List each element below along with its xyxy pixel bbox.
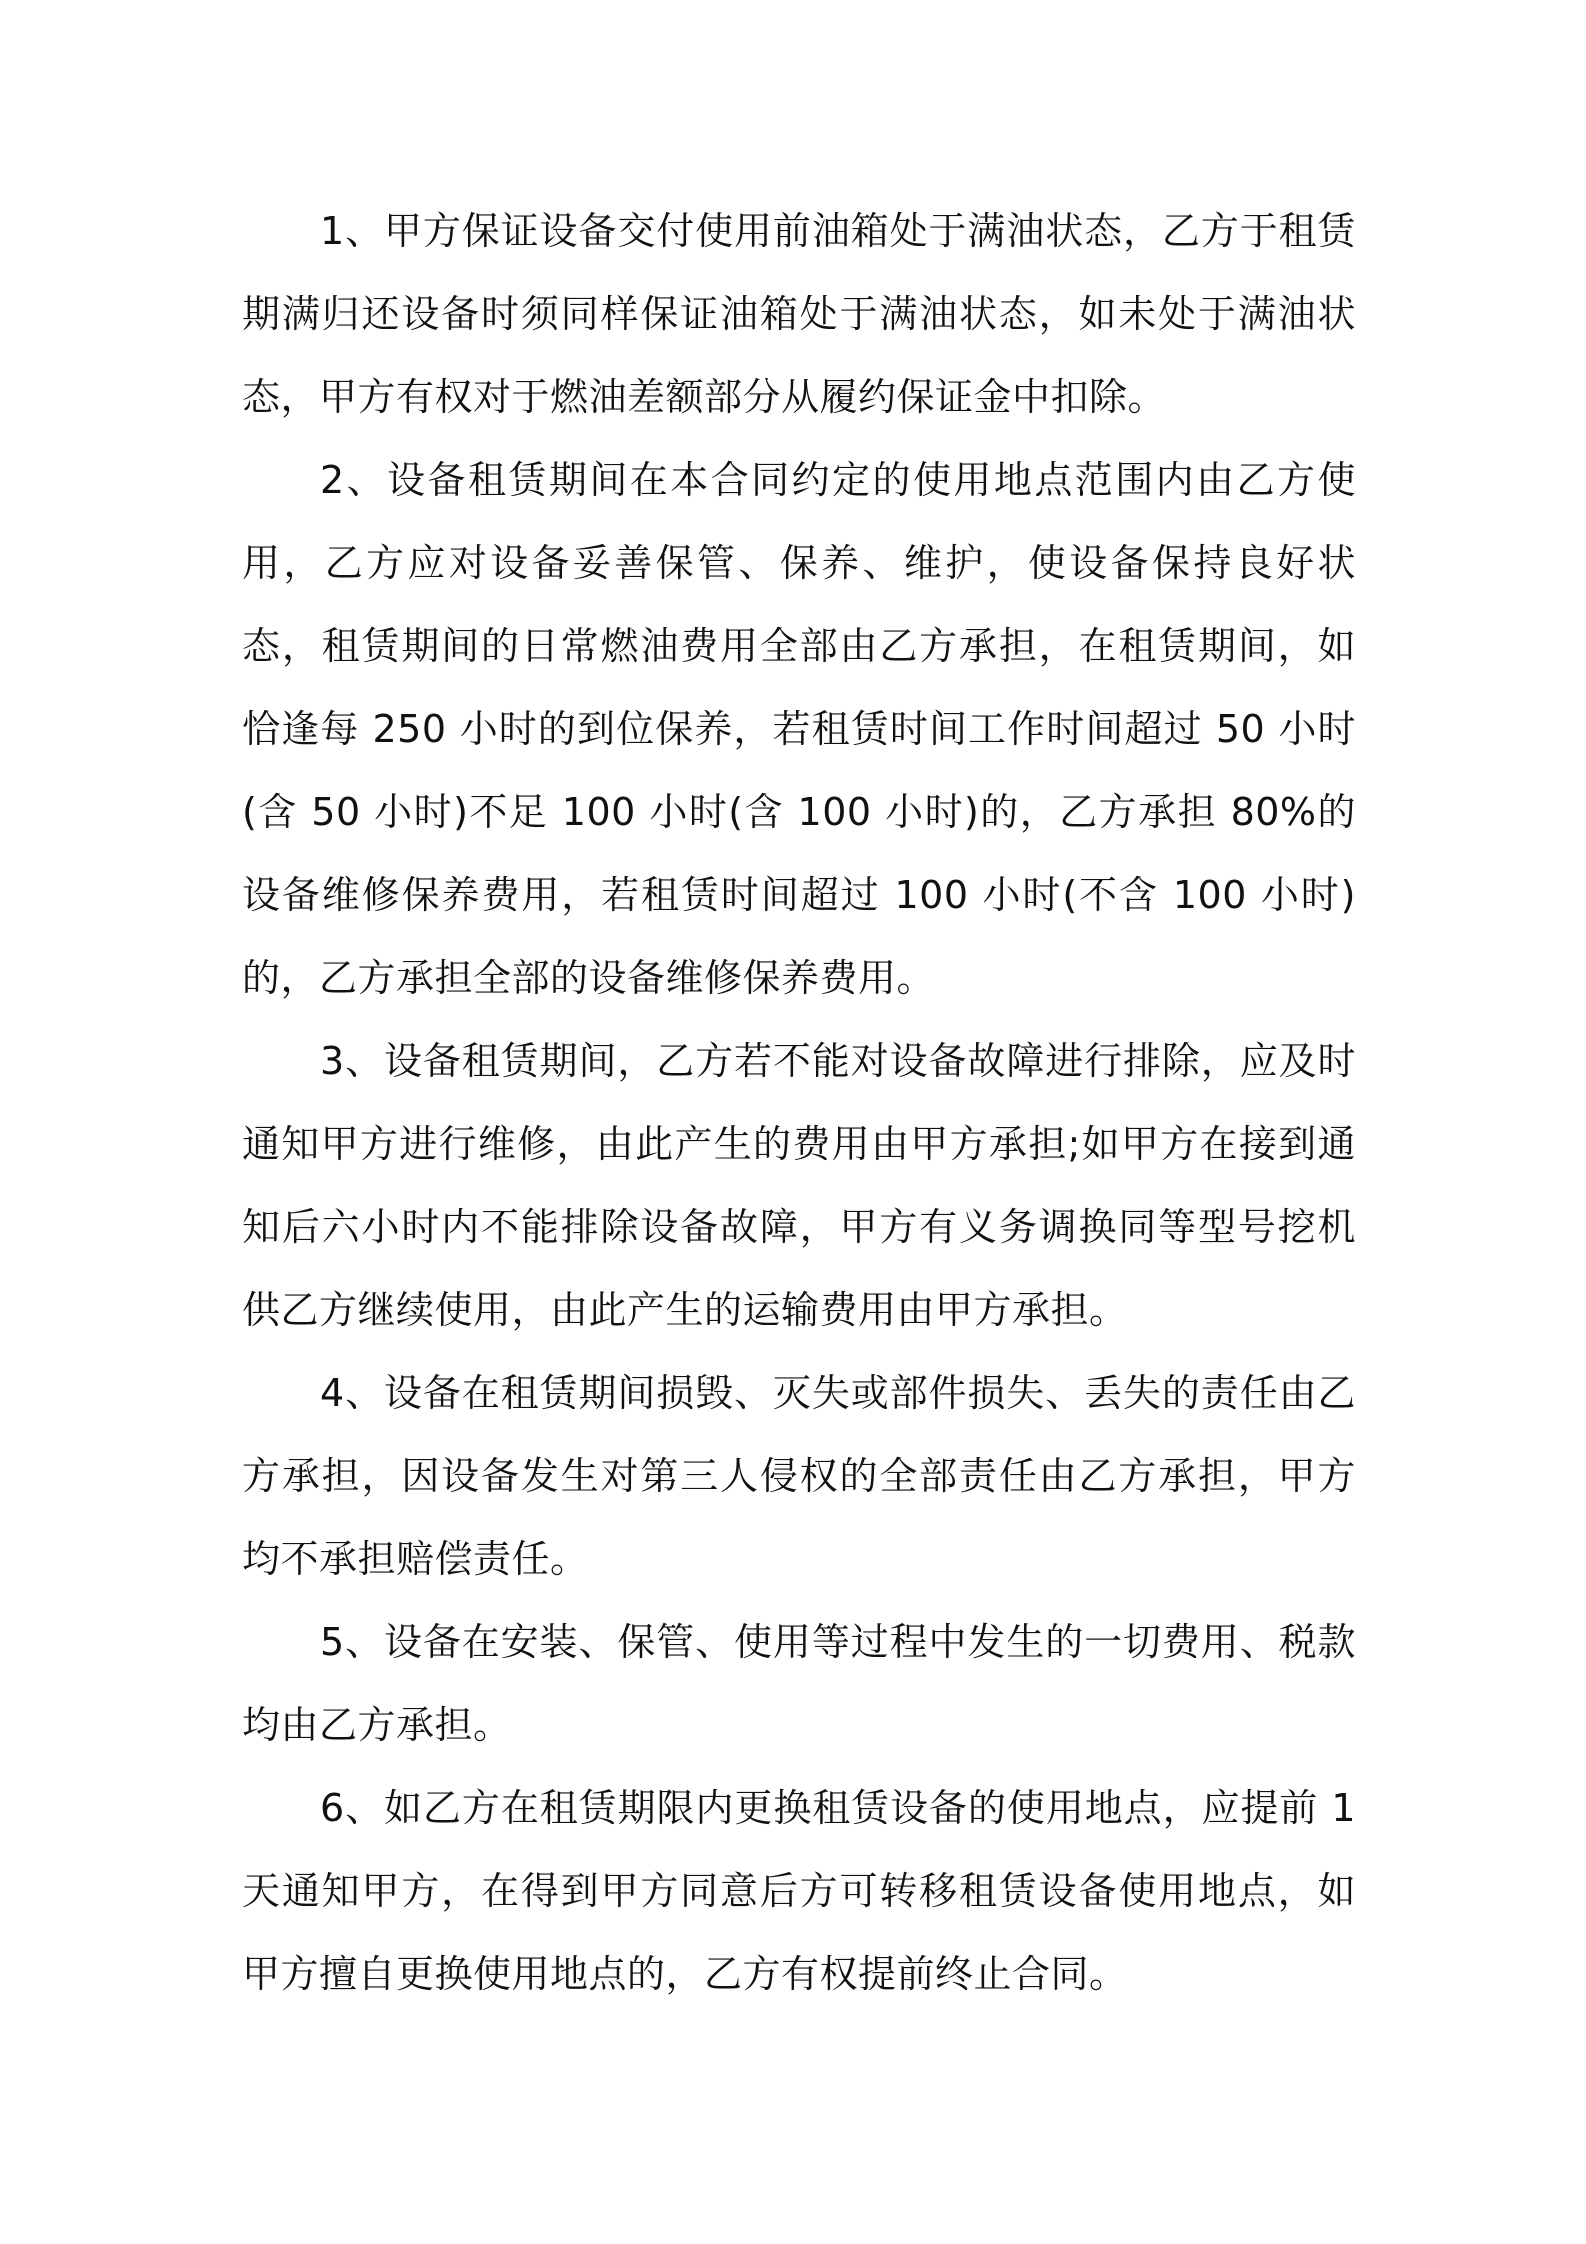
document-body — [242, 190, 1356, 2016]
clause-6: 6、如乙方在租赁期限内更换租赁设备的使用地点，应提前 1 天通知甲方，在得到甲方同意后方可转移租赁设备使用地点，如甲方擅自更换使用地点的，乙方有权提前终止合同。 — [242, 1786, 1356, 1996]
clause-4: 4、设备在租赁期间损毁、灭失或部件损失、丢失的责任由乙方承担，因设备发生对第三人侵权的全部责任由乙方承担，甲方均不承担赔偿责任。 — [242, 1371, 1356, 1581]
clause-5: 5、设备在安装、保管、使用等过程中发生的一切费用、税款均由乙方承担。 — [242, 1620, 1356, 1747]
clause-3: 3、设备租赁期间，乙方若不能对设备故障进行排除，应及时通知甲方进行维修，由此产生的费用由甲方承担;如甲方在接到通知后六小时内不能排除设备故障，甲方有义务调换同等型号挖机供乙方继续使用，由此产生的运输费用由甲方承担。 — [242, 1039, 1356, 1332]
clause-2: 2、设备租赁期间在本合同约定的使用地点范围内由乙方使用，乙方应对设备妥善保管、保养、维护，使设备保持良好状态，租赁期间的日常燃油费用全部由乙方承担，在租赁期间，如恰逢每 250 小时的到位保养，若租赁时间工作时间超过 50 小时(含 50 小时)不足 100 小时(含 100 小时)的，乙方承担 80%的设备维修保养费用，若租赁时间超过 100 小时(不含 100 小时)的，乙方承担全部的设备维修保养费用。 — [242, 458, 1356, 1000]
clause-1: 1、甲方保证设备交付使用前油箱处于满油状态，乙方于租赁期满归还设备时须同样保证油箱处于满油状态，如未处于满油状态，甲方有权对于燃油差额部分从履约保证金中扣除。 — [242, 209, 1356, 419]
